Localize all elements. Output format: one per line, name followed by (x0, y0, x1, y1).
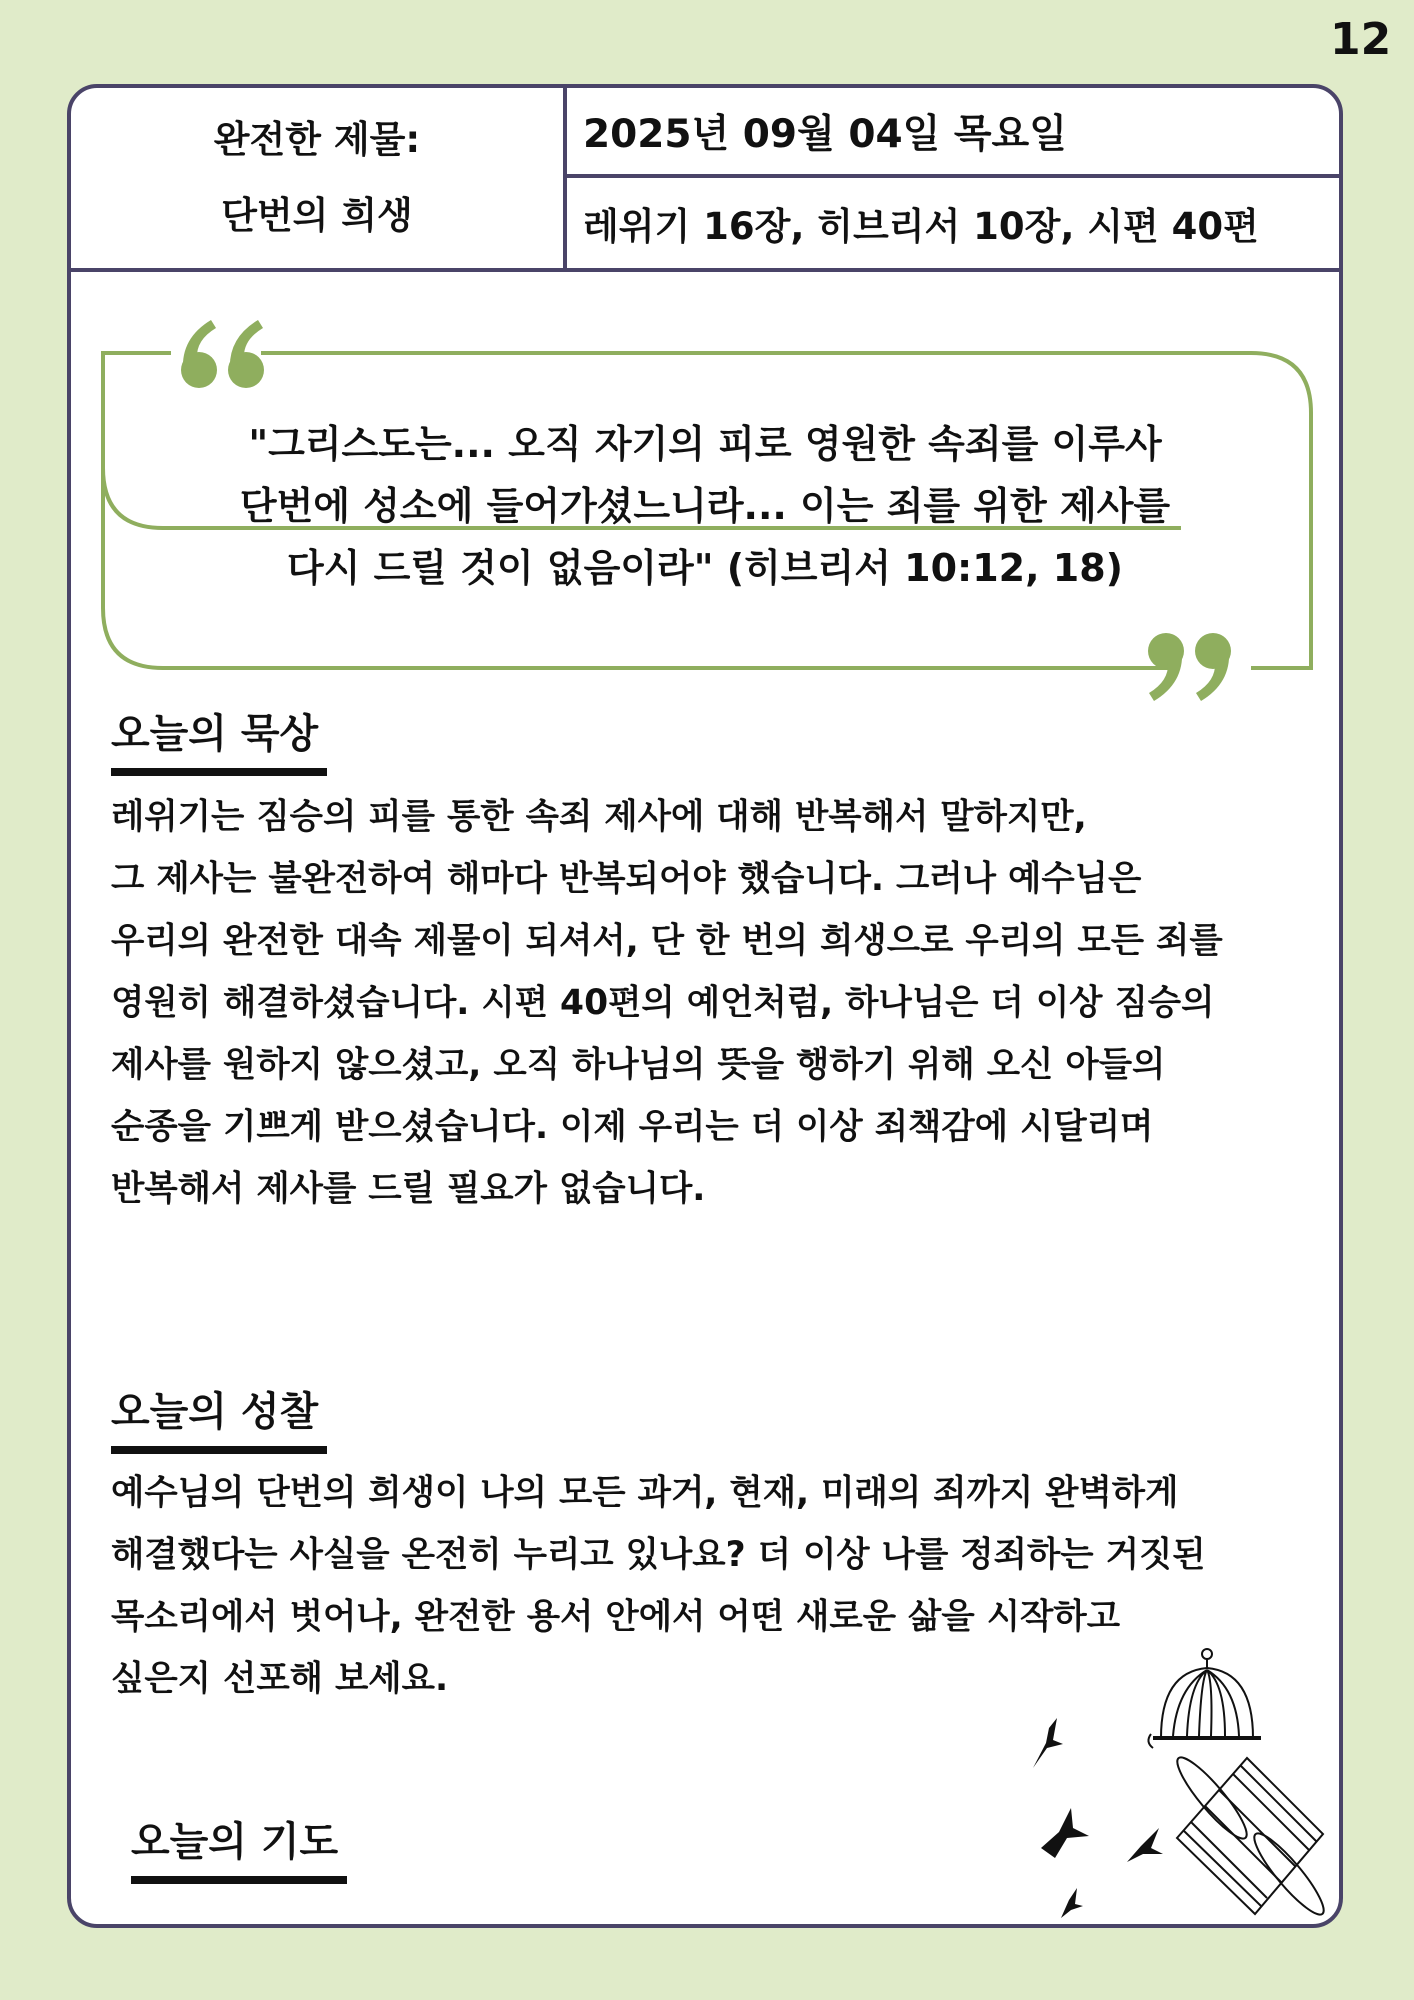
page-number: 12 (1330, 14, 1392, 65)
reflection-body: 예수님의 단번의 희생이 나의 모든 과거, 현재, 미래의 죄까지 완벽하게 해결했다는 사실을 온전히 누리고 있나요? 더 이상 나를 정죄하는 거짓된 목소리에서 벗어나, 완전한 용서 안에서 어떤 새로운 삶을 시작하고 싶은지 선포해 보세요. (111, 1473, 1206, 1699)
meditation-body: 레위기는 짐승의 피를 통한 속죄 제사에 대해 반복해서 말하지만, 그 제사는 불완전하여 해마다 반복되어야 했습니다. 그러나 예수님은 우리의 완전한 대속 제물이 되셔서, 단 한 번의 희생으로 우리의 모든 죄를 영원히 해결하셨습니다. 시편 40편의 예언처럼, 하나님은 더 이상 짐승의 제사를 원하지 않으셨고, 오직 하나님의 뜻을 행하기 위해 오신 아들의 순종을 기쁘게 받으셨습니다. 이제 우리는 더 이상 죄책감에 시달리며 반복해서 제사를 드릴 필요가 없습니다. (111, 797, 1223, 1209)
reflection-underline (111, 1446, 327, 1454)
title-line-1: 완전한 제물: (213, 118, 421, 161)
cage-lid-icon (1148, 1649, 1261, 1748)
bird-icon (1127, 1828, 1163, 1862)
title-cell (71, 88, 567, 268)
close-quote-icon (1148, 633, 1231, 701)
quote-text: "그리스도는... 오직 자기의 피로 영원한 속죄를 이루사 단번에 성소에 들어가셨느니라... 이는 죄를 위한 제사를 다시 드릴 것이 없음이라" (히브리서 10:12, 18) (239, 422, 1171, 590)
cage-body-icon (1169, 1750, 1331, 1921)
date-cell: 2025년 09월 04일 목요일 (567, 88, 1339, 178)
bird-icon (1061, 1888, 1083, 1918)
birdcage-birds-illustration (1011, 1648, 1331, 1928)
meditation-heading: 오늘의 묵상 (111, 711, 319, 757)
bird-icon (1033, 1718, 1063, 1768)
meditation-underline (111, 768, 327, 776)
prayer-heading: 오늘의 기도 (131, 1819, 339, 1865)
bird-icon (1041, 1808, 1089, 1858)
reflection-heading: 오늘의 성찰 (111, 1389, 319, 1435)
header-table (71, 88, 1339, 272)
scripture-cell: 레위기 16장, 히브리서 10장, 시편 40편 (583, 205, 1259, 248)
prayer-underline (131, 1876, 347, 1884)
devotional-card (67, 84, 1343, 1928)
open-quote-icon (181, 320, 264, 388)
title-line-2: 단번의 희생 (221, 194, 413, 237)
